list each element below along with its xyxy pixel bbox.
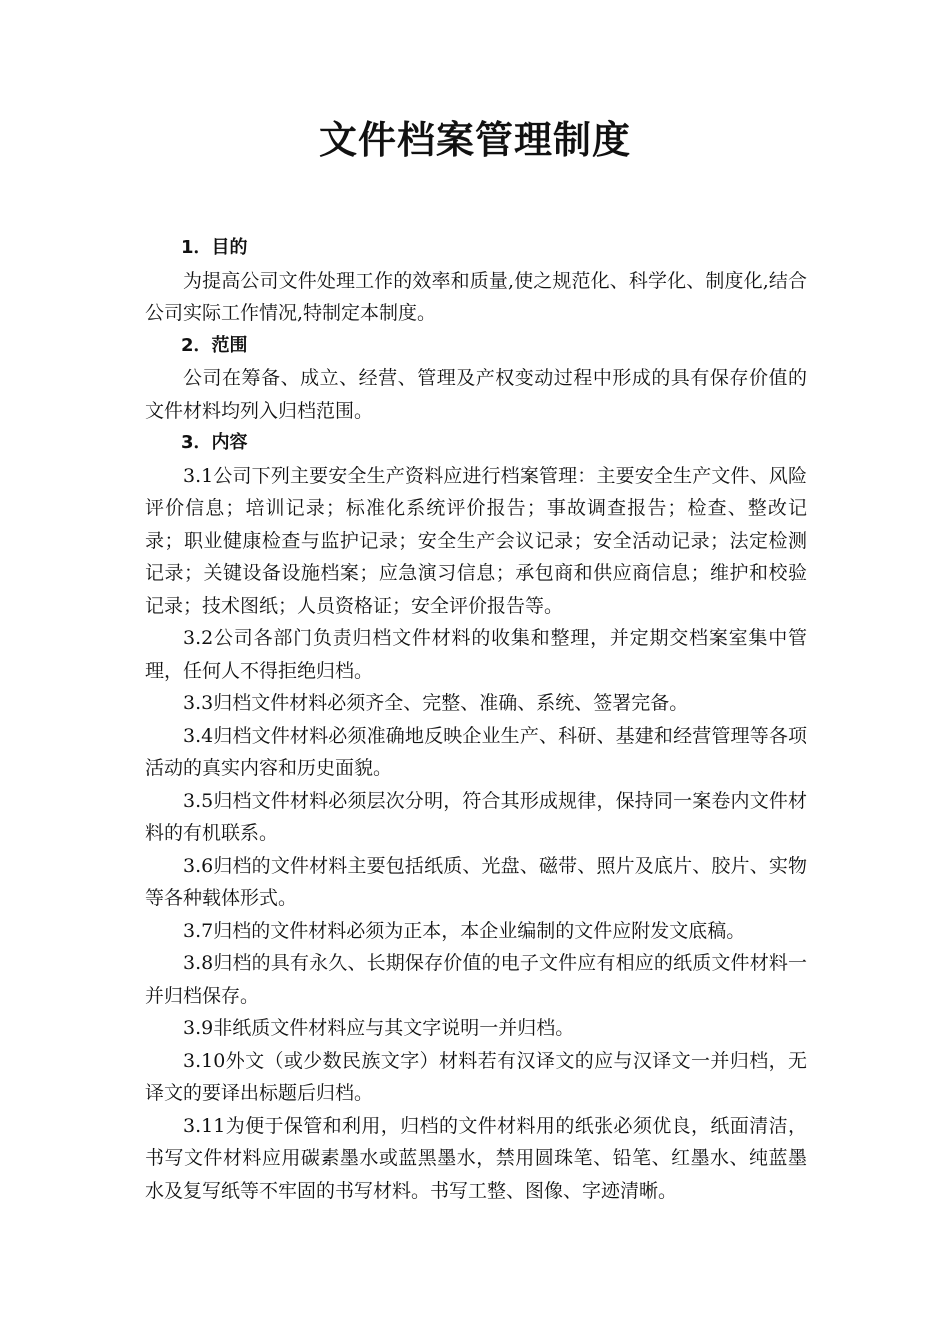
paragraph: 3.3归档文件材料必须齐全、完整、准确、系统、签署完备。: [183, 692, 689, 714]
paragraph: 3.7归档的文件材料必须为正本，本企业编制的文件应附发文底稿。: [183, 919, 746, 942]
page-title: 文件档案管理制度: [318, 118, 631, 162]
paragraph: 3.5归档文件材料必须层次分明，符合其形成规律，保持同一案卷内文件材料的有机联系。: [145, 789, 807, 844]
section-heading-scope: 2．范围: [181, 334, 248, 356]
paragraph: 3.1公司下列主要安全生产资料应进行档案管理：主要安全生产文件、风险评价信息；培训记录；标准化系统评价报告；事故调查报告；检查、整改记录；职业健康检查与监护记录；安全生产会议记录；安全活动记录；法定检测记录；关键设备设施档案；应急演习信息；承包商和供应商信息；维护和校验记录；技术图纸；人员资格证；安全评价报告等。: [145, 464, 807, 617]
paragraph: 3.10外文（或少数民族文字）材料若有汉译文的应与汉译文一并归档，无译文的要译出标题后归档。: [145, 1049, 807, 1104]
paragraph: 3.11为便于保管和利用，归档的文件材料用的纸张必须优良，纸面清洁，书写文件材料应用碳素墨水或蓝黑墨水，禁用圆珠笔、铅笔、红墨水、纯蓝墨水及复写纸等不牢固的书写材料。书写工整、图像、字迹清晰。: [145, 1114, 807, 1202]
paragraph: 为提高公司文件处理工作的效率和质量,使之规范化、科学化、制度化,结合公司实际工作情况,特制定本制度。: [145, 269, 807, 324]
section-heading-purpose: 1．目的: [181, 237, 248, 258]
document-body: [145, 232, 807, 1207]
paragraph: 公司在筹备、成立、经营、管理及产权变动过程中形成的具有保存价值的文件材料均列入归档范围。: [145, 367, 807, 422]
paragraph: 3.2公司各部门负责归档文件材料的收集和整理，并定期交档案室集中管理，任何人不得拒绝归档。: [145, 627, 807, 682]
paragraph: 3.8归档的具有永久、长期保存价值的电子文件应有相应的纸质文件材料一并归档保存。: [145, 952, 807, 1007]
paragraph: 3.4归档文件材料必须准确地反映企业生产、科研、基建和经营管理等各项活动的真实内容和历史面貌。: [145, 724, 807, 779]
section-heading-content: 3．内容: [181, 432, 248, 453]
paragraph: 3.6归档的文件材料主要包括纸质、光盘、磁带、照片及底片、胶片、实物等各种载体形式。: [145, 854, 807, 909]
paragraph: 3.9非纸质文件材料应与其文字说明一并归档。: [183, 1017, 575, 1039]
